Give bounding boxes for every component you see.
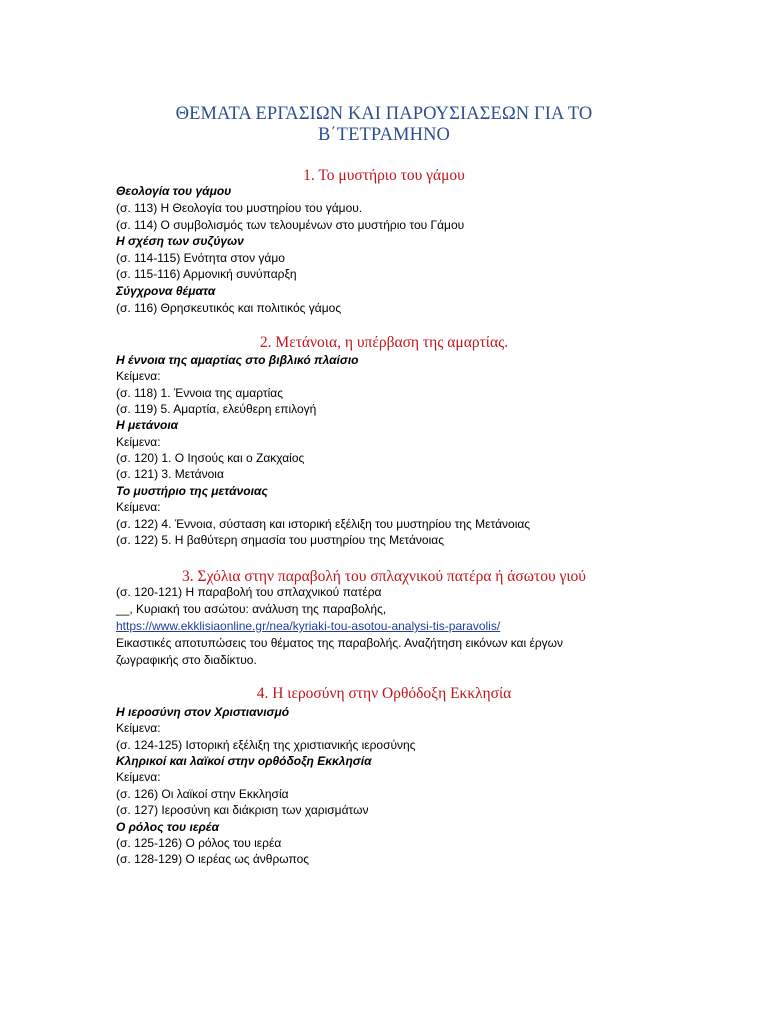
text-line: (σ. 114-115) Ενότητα στον γάμο <box>116 251 285 265</box>
subheading: Θεολογία του γάμου <box>116 184 232 198</box>
text-line: (σ. 119) 5. Αμαρτία, ελεύθερη επιλογή <box>116 402 317 416</box>
subheading: Η σχέση των συζύγων <box>116 234 244 248</box>
text-line: (σ. 124-125) Ιστορική εξέλιξη της χριστιανικής ιεροσύνης <box>116 738 416 752</box>
text-line: (σ. 120) 1. Ο Ιησούς και ο Ζακχαίος <box>116 451 305 465</box>
text-line: (σ. 120-121) Η παραβολή του σπλαχνικού πατέρα <box>116 585 382 599</box>
text-line: (σ. 116) Θρησκευτικός και πολιτικός γάμος <box>116 301 342 315</box>
section-heading: 1. Το μυστήριο του γάμου <box>303 167 465 184</box>
section-heading: 4. Η ιεροσύνη στην Ορθόδοξη Εκκλησία <box>256 685 512 702</box>
section-heading: 3. Σχόλια στην παραβολή του σπλαχνικού πατέρα ή άσωτου γιού <box>182 568 586 585</box>
text-line: Εικαστικές αποτυπώσεις του θέματος της παραβολής. Αναζήτηση εικόνων και έργων <box>116 636 564 650</box>
text-line: ζωγραφικής στο διαδίκτυο. <box>116 653 257 667</box>
text-line: Κείμενα: <box>116 369 161 383</box>
subheading: Ο ρόλος του ιερέα <box>116 820 220 834</box>
source-link[interactable]: https://www.ekklisiaonline.gr/nea/kyriaki-tou-asotou-analysi-tis-paravolis/ <box>116 619 501 633</box>
text-line: (σ. 128-129) Ο ιερέας ως άνθρωπος <box>116 852 310 866</box>
text-line: (σ. 122) 4. Έννοια, σύσταση και ιστορική εξέλιξη του μυστηρίου της Μετάνοιας <box>116 517 531 531</box>
subheading: Η μετάνοια <box>116 418 179 432</box>
document-title <box>100 104 668 146</box>
text-line: Κείμενα: <box>116 770 161 784</box>
text-line: __, Κυριακή του ασώτου: ανάλυση της παραβολής, <box>116 602 387 616</box>
text-line: (σ. 122) 5. Η βαθύτερη σημασία του μυστηρίου της Μετάνοιας <box>116 533 444 547</box>
subheading: Το μυστήριο της μετάνοιας <box>116 484 268 498</box>
subheading: Κληρικοί και λαϊκοί στην ορθόδοξη Εκκλησία <box>116 754 372 768</box>
document-title-line-2: Β΄ΤΕΤΡΑΜΗΝΟ <box>317 125 450 145</box>
text-line: (σ. 127) Ιεροσύνη και διάκριση των χαρισμάτων <box>116 803 369 817</box>
text-line: (σ. 113) Η Θεολογία του μυστηρίου του γάμου. <box>116 201 363 215</box>
text-line: (σ. 114) Ο συμβολισμός των τελουμένων στο μυστήριο του Γάμου <box>116 218 465 232</box>
subheading: Σύγχρονα θέματα <box>116 284 216 298</box>
text-line: (σ. 125-126) Ο ρόλος του ιερέα <box>116 836 282 850</box>
text-line: (σ. 126) Οι λαϊκοί στην Εκκλησία <box>116 787 289 801</box>
section-heading: 2. Μετάνοια, η υπέρβαση της αμαρτίας. <box>259 334 509 351</box>
text-line: (σ. 118) 1. Έννοια της αμαρτίας <box>116 386 283 400</box>
text-line: Κείμενα: <box>116 500 161 514</box>
text-line: Κείμενα: <box>116 435 161 449</box>
text-line: (σ. 121) 3. Μετάνοια <box>116 467 224 481</box>
text-line: Κείμενα: <box>116 721 161 735</box>
document-title-line-1: ΘΕΜΑΤΑ ΕΡΓΑΣΙΩΝ ΚΑΙ ΠΑΡΟΥΣΙΑΣΕΩΝ ΓΙΑ ΤΟ <box>175 104 593 124</box>
subheading: Η έννοια της αμαρτίας στο βιβλικό πλαίσιο <box>116 353 359 367</box>
subheading: Η ιεροσύνη στον Χριστιανισμό <box>116 705 290 719</box>
text-line: (σ. 115-116) Αρμονική συνύπαρξη <box>116 267 297 281</box>
